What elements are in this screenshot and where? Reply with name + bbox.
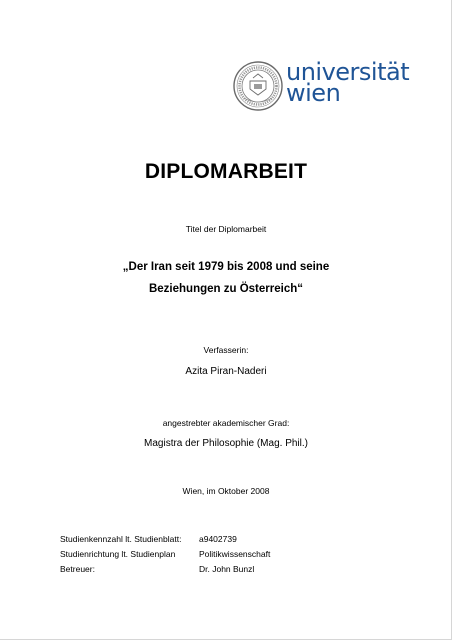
author-name: Azita Piran-Naderi (185, 366, 267, 377)
university-logo (232, 60, 432, 112)
details-row (60, 532, 270, 547)
details-label: Studienrichtung lt. Studienplan (60, 549, 176, 559)
university-wordmark (286, 58, 410, 107)
details-value: Politikwissenschaft (199, 549, 271, 559)
details-label: Studienkennzahl lt. Studienblatt: (60, 534, 182, 544)
degree-name: Magistra der Philosophie (Mag. Phil.) (144, 438, 308, 449)
details-value: Dr. John Bunzl (199, 564, 255, 574)
details-value: a9402739 (199, 534, 237, 544)
thesis-title (0, 256, 452, 300)
author-label: Verfasserin: (203, 345, 249, 355)
study-details-table (60, 532, 270, 577)
place-date: Wien, im Oktober 2008 (182, 486, 270, 496)
thesis-title-line-1: „Der Iran seit 1979 bis 2008 und seine (122, 261, 330, 273)
details-label: Betreuer: (60, 564, 95, 574)
degree-label: angestrebter akademischer Grad: (162, 418, 290, 428)
wordmark-line-1: universität (286, 58, 410, 86)
wordmark-line-2: wien (286, 79, 341, 107)
details-row (60, 562, 270, 577)
thesis-title-line-2: Beziehungen zu Österreich“ (148, 283, 303, 295)
university-seal-icon (232, 60, 284, 112)
title-label: Titel der Diplomarbeit (185, 224, 267, 234)
document-heading: DIPLOMARBEIT (144, 160, 308, 183)
details-row (60, 547, 270, 562)
